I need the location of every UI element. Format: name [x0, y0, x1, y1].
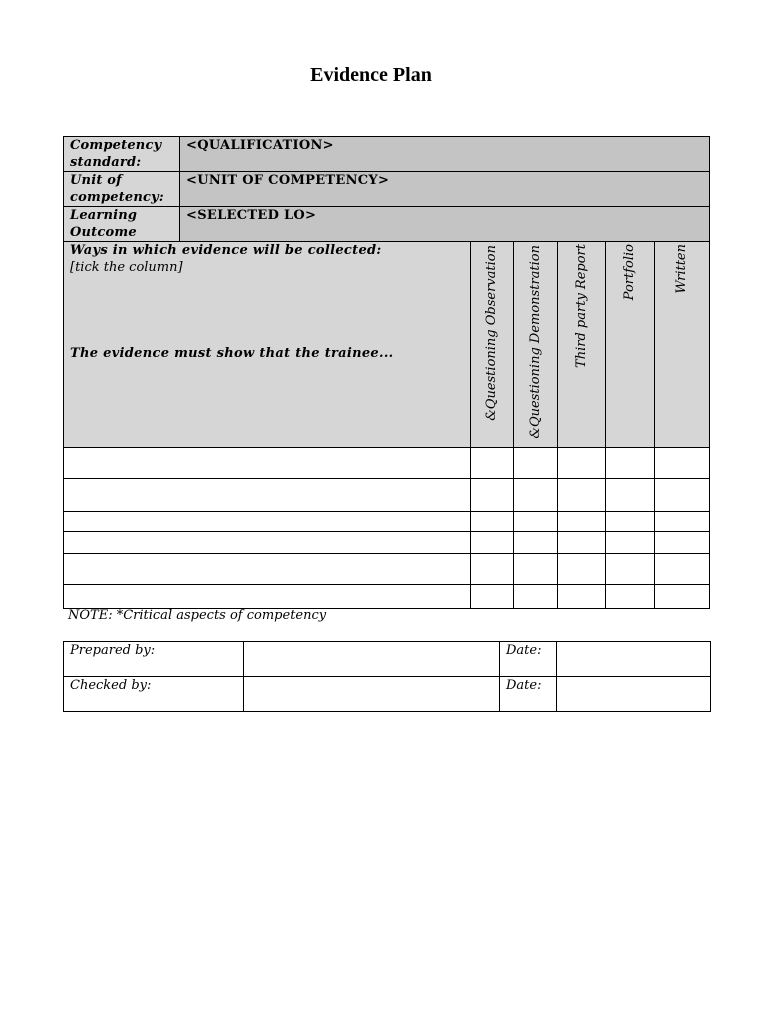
tick-cell[interactable] — [655, 479, 710, 512]
method-label: &Questioning Observation — [484, 245, 499, 421]
tick-cell[interactable] — [514, 554, 558, 585]
method-label: &Questioning Demonstration — [527, 245, 543, 439]
tick-cell[interactable] — [606, 512, 655, 532]
unit-of-competency-value[interactable]: <UNIT OF COMPETENCY> — [180, 172, 710, 207]
evidence-plan-table — [63, 136, 710, 609]
tick-cell[interactable] — [471, 585, 514, 609]
tick-cell[interactable] — [655, 512, 710, 532]
evidence-cell[interactable] — [64, 479, 471, 512]
method-header-observation — [471, 242, 514, 448]
tick-cell[interactable] — [558, 554, 606, 585]
method-header-demonstration — [514, 242, 558, 448]
critical-aspects-note: NOTE: *Critical aspects of competency — [68, 608, 327, 623]
method-header-third-party-report — [558, 242, 606, 448]
tick-cell[interactable] — [606, 554, 655, 585]
tick-cell[interactable] — [558, 532, 606, 554]
tick-cell[interactable] — [606, 448, 655, 479]
tick-cell[interactable] — [471, 479, 514, 512]
competency-standard-value[interactable]: <QUALIFICATION> — [180, 137, 710, 172]
evidence-cell[interactable] — [64, 512, 471, 532]
checked-date-label: Date: — [500, 677, 557, 712]
ways-heading: Ways in which evidence will be collected: — [70, 243, 382, 258]
tick-cell[interactable] — [514, 532, 558, 554]
tick-cell[interactable] — [655, 532, 710, 554]
table-row — [64, 585, 710, 609]
tick-cell[interactable] — [655, 448, 710, 479]
method-label: Portfolio — [622, 244, 637, 301]
table-row — [64, 479, 710, 512]
tick-cell[interactable] — [606, 585, 655, 609]
table-row — [64, 448, 710, 479]
tick-cell[interactable] — [514, 448, 558, 479]
tick-cell[interactable] — [655, 585, 710, 609]
tick-cell[interactable] — [471, 532, 514, 554]
evidence-collection-header — [64, 242, 471, 448]
tick-cell[interactable] — [514, 585, 558, 609]
method-label: Written — [674, 244, 690, 294]
prepared-date-label: Date: — [500, 642, 557, 677]
evidence-cell[interactable] — [64, 585, 471, 609]
table-row — [64, 532, 710, 554]
learning-outcome-value[interactable]: <SELECTED LO> — [180, 207, 710, 242]
method-header-written — [655, 242, 710, 448]
tick-cell[interactable] — [655, 554, 710, 585]
learning-outcome-label: Learning Outcome — [64, 207, 180, 242]
tick-cell[interactable] — [471, 448, 514, 479]
tick-cell[interactable] — [606, 532, 655, 554]
table-row — [64, 554, 710, 585]
evidence-cell[interactable] — [64, 448, 471, 479]
evidence-statement: The evidence must show that the trainee... — [70, 346, 394, 361]
tick-cell[interactable] — [514, 479, 558, 512]
unit-of-competency-label: Unit of competency: — [64, 172, 180, 207]
checked-by-label: Checked by: — [64, 677, 244, 712]
tick-cell[interactable] — [471, 554, 514, 585]
tick-cell[interactable] — [558, 448, 606, 479]
evidence-cell[interactable] — [64, 554, 471, 585]
prepared-by-label: Prepared by: — [64, 642, 244, 677]
method-header-portfolio — [606, 242, 655, 448]
prepared-date-field[interactable] — [557, 642, 711, 677]
evidence-cell[interactable] — [64, 532, 471, 554]
checked-date-field[interactable] — [557, 677, 711, 712]
tick-cell[interactable] — [558, 479, 606, 512]
prepared-by-field[interactable] — [244, 642, 500, 677]
tick-cell[interactable] — [514, 512, 558, 532]
tick-cell[interactable] — [558, 585, 606, 609]
checked-by-field[interactable] — [244, 677, 500, 712]
page-title: Evidence Plan — [310, 64, 432, 86]
tick-cell[interactable] — [558, 512, 606, 532]
tick-cell[interactable] — [471, 512, 514, 532]
competency-standard-label: Competency standard: — [64, 137, 180, 172]
table-row — [64, 512, 710, 532]
tick-cell[interactable] — [606, 479, 655, 512]
method-label: Third party Report — [573, 244, 589, 368]
tick-instruction: [tick the column] — [70, 260, 183, 275]
signoff-table — [63, 641, 711, 712]
